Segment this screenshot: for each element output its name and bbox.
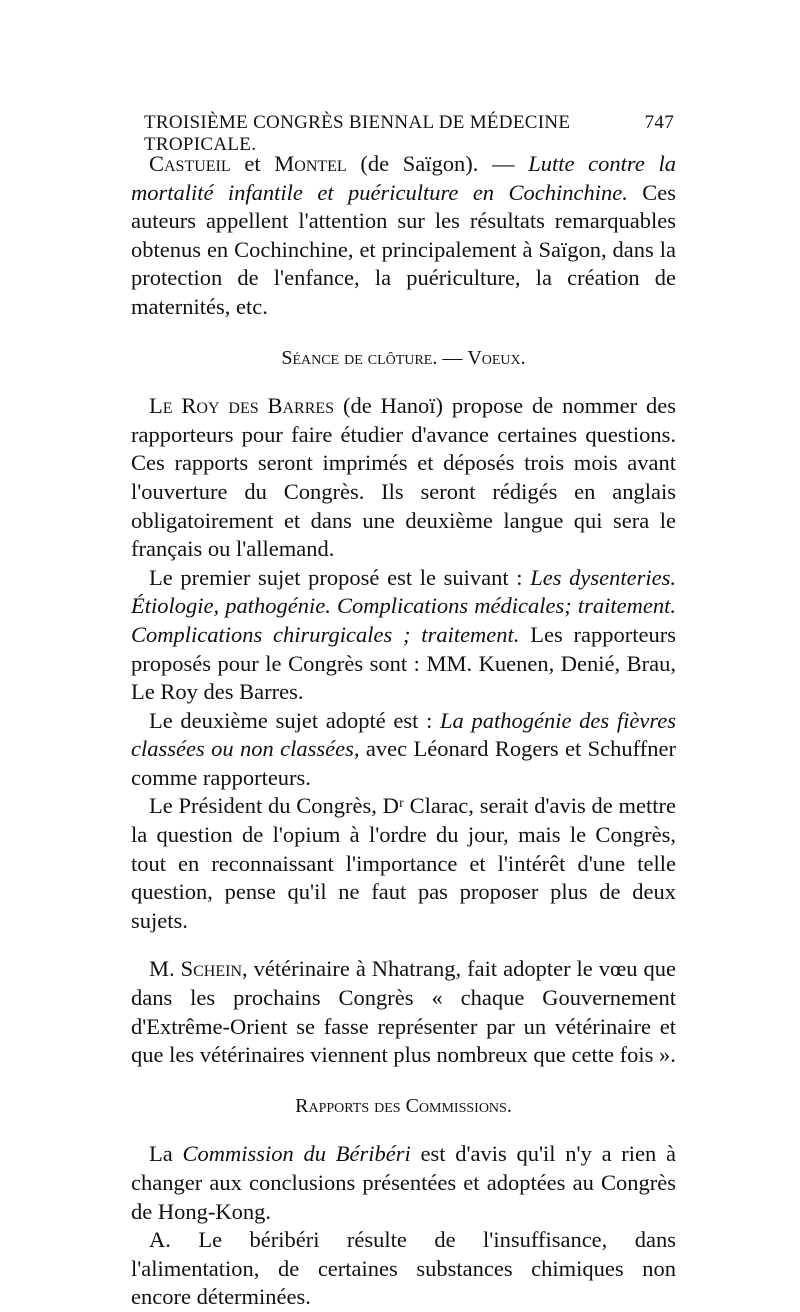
- paragraph-text: Le deuxième sujet adopté est :: [149, 707, 441, 733]
- paragraph-deuxieme-sujet: [131, 707, 676, 793]
- heading-part: Voeux.: [467, 346, 526, 369]
- paragraph-text: La: [149, 1141, 183, 1167]
- commission-name: Commission du Béribéri: [182, 1141, 411, 1167]
- paragraph-le-roy: [131, 392, 676, 564]
- paragraph-text: Le premier sujet proposé est le suivant :: [149, 564, 531, 590]
- conjunction: et: [230, 151, 275, 176]
- paragraph-text: Les rapporteurs proposés pour le Congrès sont : MM. Kuenen, Denié, Brau, Le Roy des Barres.: [131, 621, 676, 705]
- paragraph-text: Ces auteurs appellent l'attention sur les résultats remarquables obtenus en Cochinchine, et principalement à Saïgon, dans la protection de l'enfance, la puériculture, la création de maternités, etc.: [131, 179, 677, 319]
- running-title: TROISIÈME CONGRÈS BIENNAL DE MÉDECINE TROPICALE.: [144, 112, 571, 155]
- paragraph-commission: [131, 1140, 676, 1226]
- heading-dash: —: [437, 346, 468, 369]
- author-name: Schein: [180, 956, 243, 982]
- paragraph-text: avec Léonard Rogers et Schuffner comme rapporteurs.: [131, 736, 676, 790]
- paragraph-schein: [131, 955, 676, 1069]
- author-name: Le Roy des Barres: [149, 393, 335, 419]
- paragraph-president: Le Président du Congrès, Dʳ Clarac, serait d'avis de mettre la question de l'opium à l'ordre du jour, mais le Congrès, tout en reconnaissant l'importance et l'intérêt d'une telle question, pense qu'il ne faut pas proposer plus de deux sujets.: [131, 793, 676, 933]
- section-heading-seance: [131, 344, 676, 373]
- author-name: Montel: [274, 151, 347, 176]
- paragraph-text: est d'avis qu'il n'y a rien à changer aux conclusions présentées et adoptées au Congrès de Hong-Kong.: [131, 1141, 676, 1224]
- author-name: Castueil: [149, 151, 231, 176]
- paragraph-text: (de Saïgon). —: [346, 151, 529, 176]
- paragraph-castueil: [131, 150, 676, 322]
- page-number: 747: [644, 112, 674, 133]
- paragraph-conclusion-a: A. Le béribéri résulte de l'insuffisance, dans l'alimentation, de certaines substances chimiques non encore déterminées.: [131, 1227, 676, 1310]
- work-title: Lutte contre la mortalité infantile et puériculture en Cochinchine.: [131, 151, 676, 205]
- paragraph-premier-sujet: [131, 564, 676, 707]
- subject-title: Les dysenteries. Étiologie, pathogénie. Complications médicales; traitement. Complications chirurgicales ; traitement.: [131, 564, 676, 647]
- paragraph-text: , vétérinaire à Nhatrang, fait adopter le vœu que dans les prochains Congrès « chaque Gouvernement d'Extrême-Orient se fasse représenter par un vétérinaire et que les vétérinaires viennent plus nombreux que cette fois ».: [131, 956, 676, 1068]
- paragraph-text: M.: [149, 956, 181, 982]
- section-heading-rapports: Rapports des Commissions.: [295, 1094, 512, 1117]
- page-body: [131, 150, 676, 1312]
- heading-part: Séance de clôture.: [281, 346, 438, 369]
- subject-title: La pathogénie des fièvres classées ou non classées,: [131, 707, 676, 762]
- paragraph-text: (de Hanoï) propose de nommer des rapporteurs pour faire étudier d'avance certaines questions. Ces rapports seront imprimés et déposés trois mois avant l'ouverture du Congrès. Ils seront rédigés en anglais obligatoirement et dans une deuxième langue qui sera le français ou l'allemand.: [131, 393, 676, 562]
